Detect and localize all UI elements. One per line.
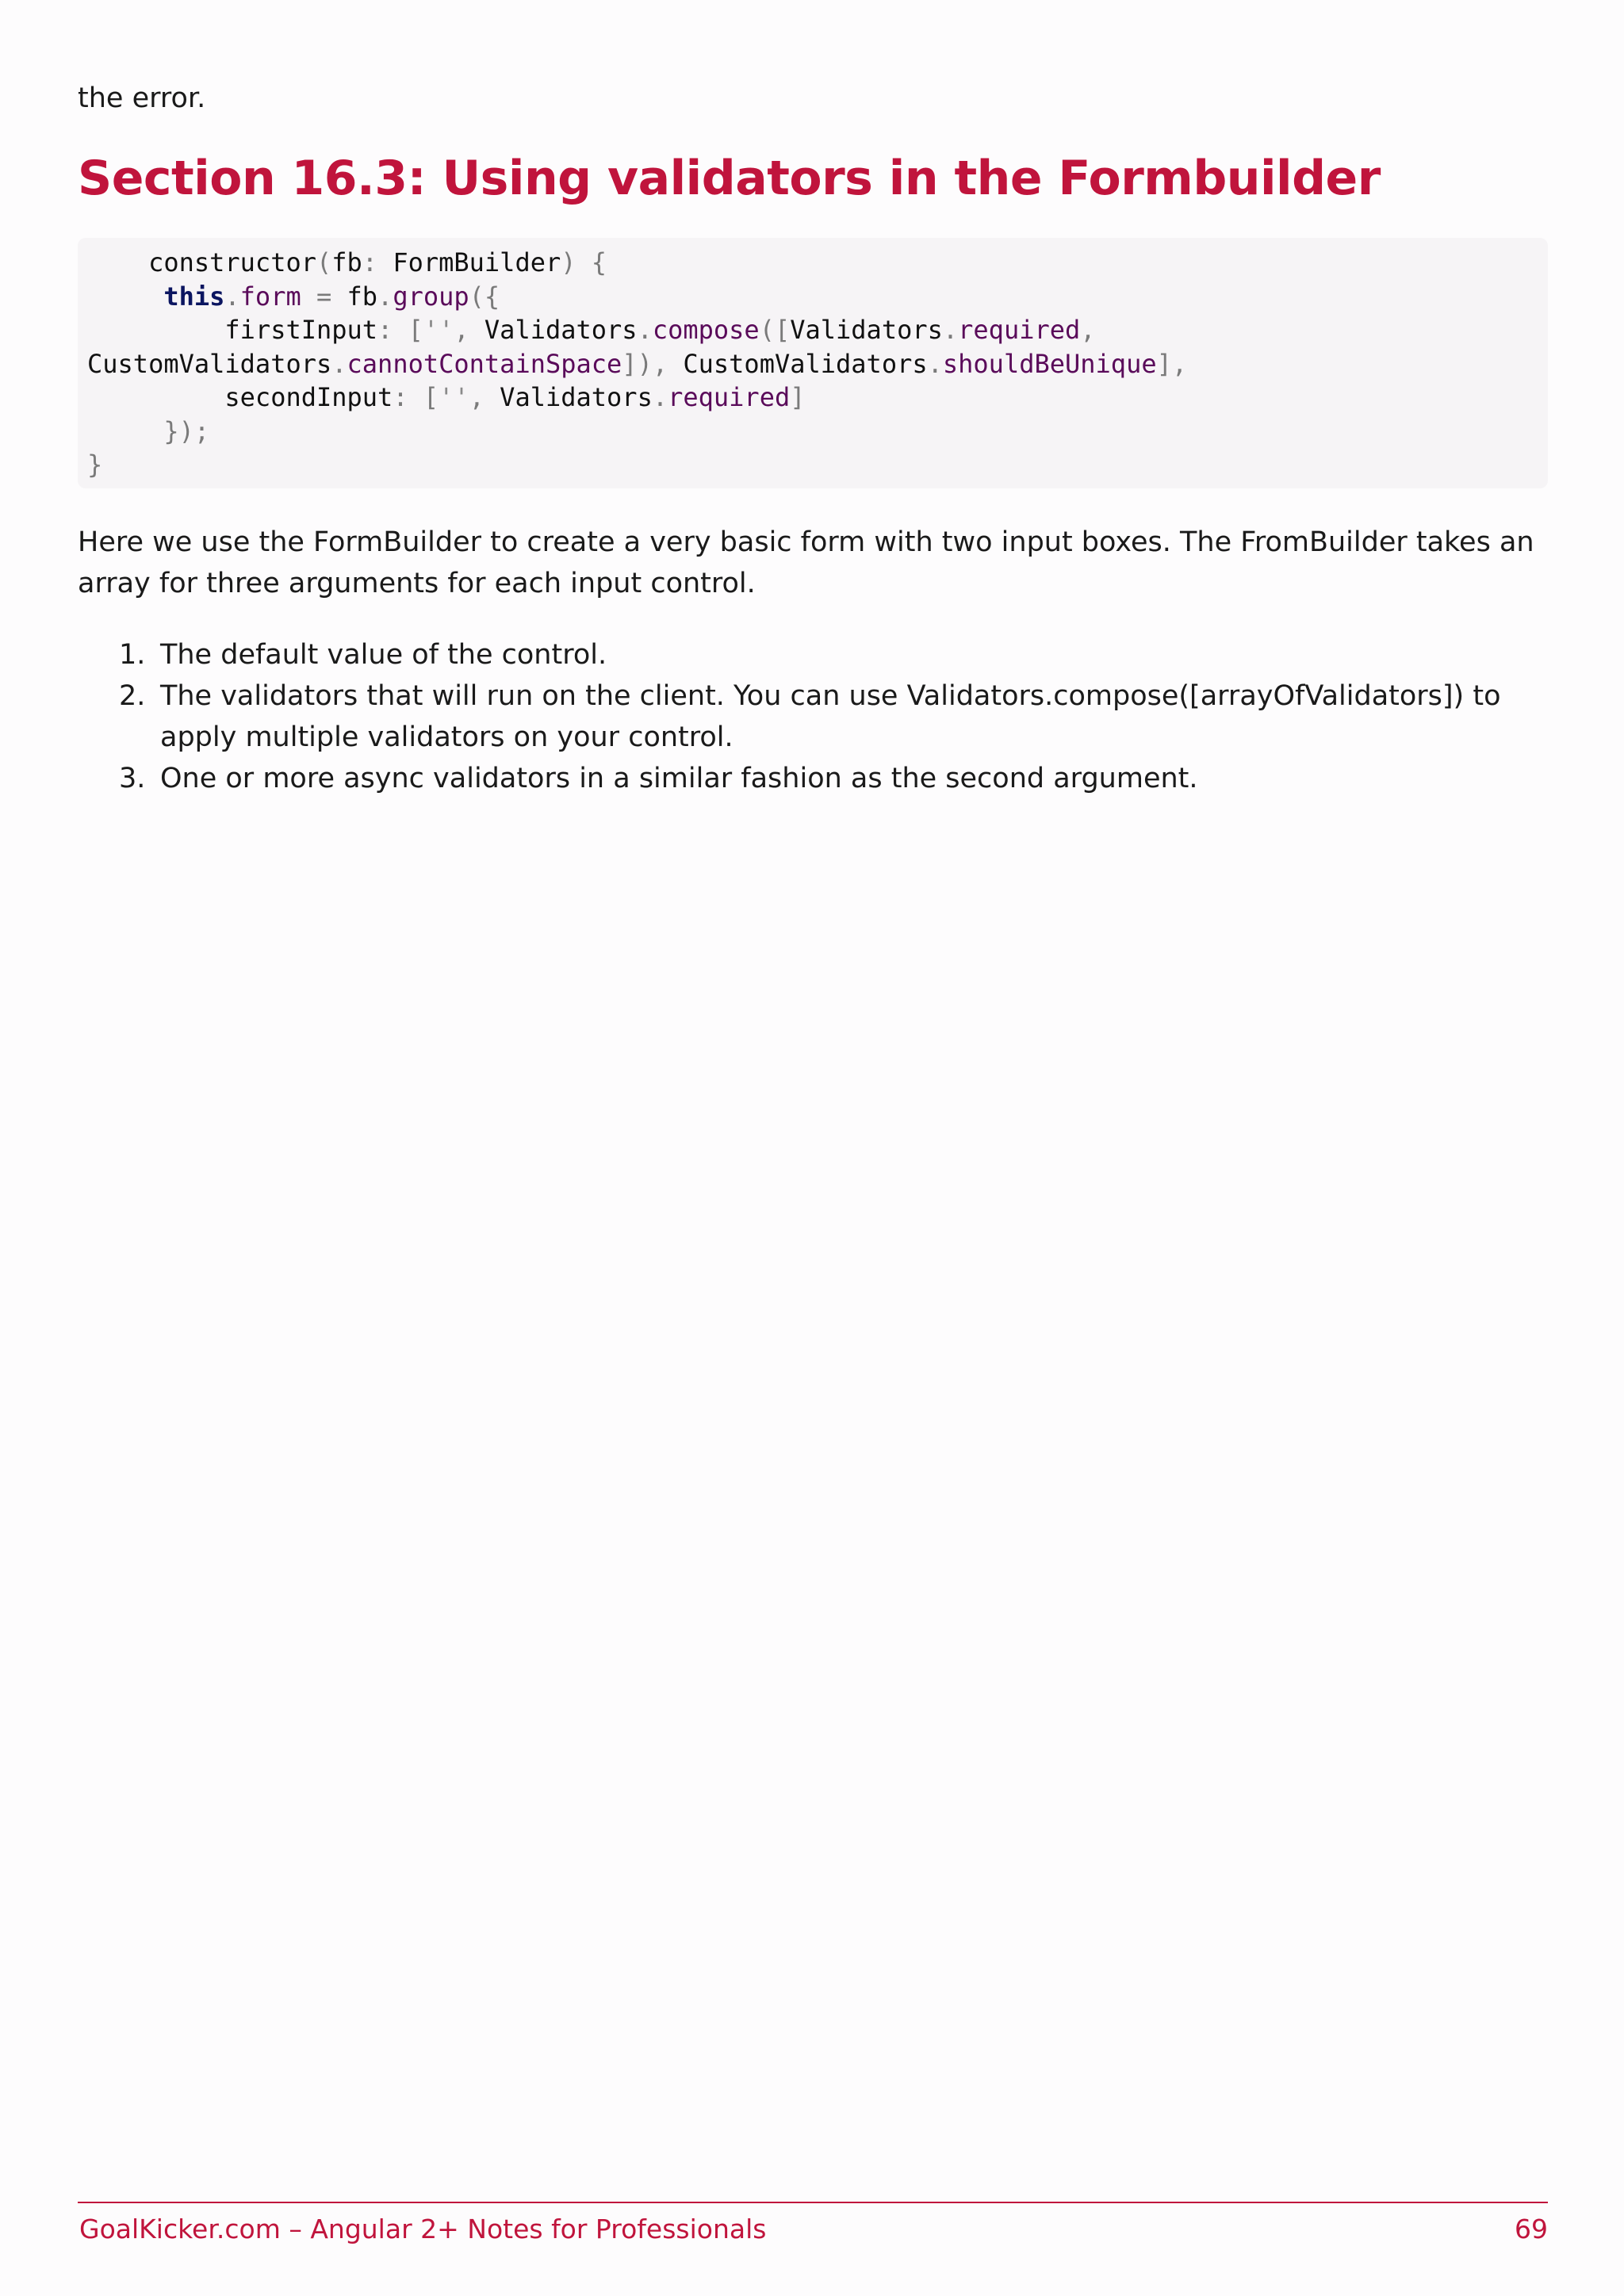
list-item-number: 2. xyxy=(119,680,146,712)
explanation-paragraph: Here we use the FormBuilder to create a very basic form with two input boxes. The FromBuilder takes an array for three arguments for each input control. xyxy=(78,526,1534,599)
page-number: 69 xyxy=(1515,2214,1548,2244)
list-item xyxy=(78,675,1548,758)
footer-divider xyxy=(78,2202,1548,2203)
list-item-number: 1. xyxy=(119,639,146,671)
list-item xyxy=(78,634,1548,675)
list-item-text: One or more async validators in a similar fashion as the second argument. xyxy=(160,763,1198,794)
footer-source: GoalKicker.com – Angular 2+ Notes for Professionals xyxy=(79,2214,767,2244)
list-item-text: The validators that will run on the client. You can use Validators.compose([arrayOfValidators]) to apply multiple validators on your control. xyxy=(160,680,1501,753)
list-item-text: The default value of the control. xyxy=(160,639,607,671)
intro-text: the error. xyxy=(78,82,206,114)
argument-list xyxy=(78,634,1548,799)
list-item xyxy=(78,758,1548,799)
list-item-number: 3. xyxy=(119,763,146,794)
code-text: constructor(fb: FormBuilder) { this.form = fb.group({ firstInput: ['', Validators.compose([Validators.required, CustomValidators.cannotContainSpace]), CustomValidators.shouldBeUnique], secondInput: ['', Validators.required] }); } xyxy=(87,247,1188,480)
section-title: Section 16.3: Using validators in the Formbuilder xyxy=(78,151,1381,206)
code-block xyxy=(78,238,1548,488)
